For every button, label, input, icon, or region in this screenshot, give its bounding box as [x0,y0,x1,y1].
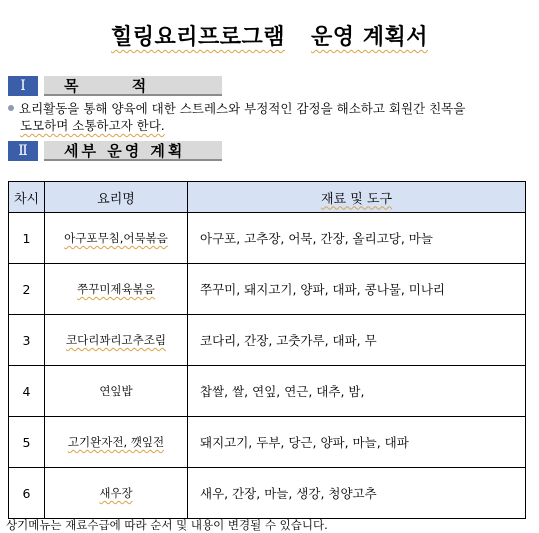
session-number: 5 [9,417,45,468]
ingredients: 코다리, 간장, 고춧가루, 대파, 무 [188,315,526,366]
section-number: Ⅱ [8,141,38,161]
purpose-line-2: 도모하며 소통하고자 한다. [20,118,165,133]
ingredients: 찹쌀, 쌀, 연잎, 연근, 대추, 밤, [188,366,526,417]
session-number: 2 [9,264,45,315]
footnote: 상기메뉴는 재료수급에 따라 순서 및 내용이 변경될 수 있습니다. [6,518,328,532]
dish-name: 쭈꾸미제육볶음 [45,264,188,315]
table-header-row [9,182,526,213]
header-dish: 요리명 [45,182,188,213]
header-ingredients: 재료 및 도구 [188,182,526,213]
title-program: 힐링요리프로그램 [111,25,286,50]
ingredients: 아구포, 고추장, 어묵, 간장, 올리고당, 마늘 [188,213,526,264]
section-number: Ⅰ [8,76,38,96]
section-header-detail-plan [8,141,222,161]
dish-name: 코다리꽈리고추조림 [45,315,188,366]
title-plan: 운영 계획서 [311,25,428,50]
dish-name: 연잎밥 [45,366,188,417]
table-row [9,213,526,264]
section-header-purpose [8,76,222,96]
dish-name: 새우장 [45,468,188,519]
session-number: 6 [9,468,45,519]
dish-name: 고기완자전, 깻잎전 [45,417,188,468]
section-label: 세부 운영 계획 [44,141,222,161]
session-number: 4 [9,366,45,417]
dish-name: 아구포무침,어묵볶음 [45,213,188,264]
ingredients: 쭈꾸미, 돼지고기, 양파, 대파, 콩나물, 미나리 [188,264,526,315]
purpose-paragraph [8,100,528,134]
table-row [9,468,526,519]
bullet-icon [8,105,14,111]
table-row [9,315,526,366]
table-row [9,264,526,315]
table-row [9,417,526,468]
purpose-line-1: 요리활동을 통해 양육에 대한 스트레스와 부정적인 감정을 해소하고 회원간 친목을 [19,101,466,116]
ingredients: 돼지고기, 두부, 당근, 양파, 마늘, 대파 [188,417,526,468]
cooking-plan-table [8,181,526,519]
header-session: 차시 [9,182,45,213]
page-title [0,20,539,51]
table-row [9,366,526,417]
session-number: 3 [9,315,45,366]
session-number: 1 [9,213,45,264]
section-label: 목 적 [44,76,222,96]
ingredients: 새우, 간장, 마늘, 생강, 청양고추 [188,468,526,519]
